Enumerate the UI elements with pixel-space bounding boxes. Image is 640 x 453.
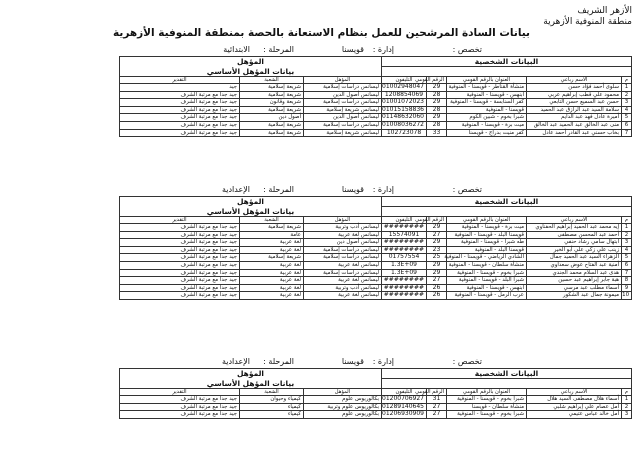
row-grade: جيد جدا مع مرتبة الشرف: [119, 262, 239, 270]
row-national-id: 29: [427, 99, 447, 107]
row-name: سلوى أحمد فؤاد حسن: [527, 84, 622, 92]
row-index: 9: [622, 284, 632, 292]
col-name: الاسم رباعي: [527, 388, 622, 396]
row-grade: جيد جدا مع مرتبة الشرف: [119, 129, 239, 137]
row-national-id: 29: [427, 84, 447, 92]
row-grade: جيد جدا مع مرتبة الشرف: [119, 224, 239, 232]
row-address: منشأة سلطان - قويسنا: [447, 403, 527, 411]
row-name: هدى عبد السلام محمد الجندي: [527, 269, 622, 277]
row-qualification: ليسانس شريعة إسلامية: [303, 106, 381, 114]
row-address: عرب الرمل - قويسنا - المنوفية: [447, 292, 527, 300]
stage-label: المرحلة :: [263, 357, 294, 366]
stage-value: الإعدادية: [221, 357, 250, 366]
row-index: 6: [622, 262, 632, 270]
col-address: العنوان بالرقم القومي: [447, 76, 527, 84]
specialty-label: تخصص :: [452, 45, 482, 54]
row-national-id: 28: [427, 122, 447, 130]
row-grade: جيد جدا مع مرتبة الشرف: [119, 91, 239, 99]
row-national-id: 33: [427, 129, 447, 137]
section-meta: [120, 44, 632, 56]
row-index: 2: [622, 231, 632, 239]
col-phone: التليفون: [381, 76, 426, 84]
row-specialty: لغة عربية: [239, 277, 303, 285]
row-phone: 01757554: [381, 254, 426, 262]
row-specialty: لغة عربية: [239, 269, 303, 277]
row-index: 4: [622, 106, 632, 114]
row-index: 7: [622, 129, 632, 137]
row-name: زينب علي زكي علي أبو الخير: [527, 246, 622, 254]
col-national-id: الرقم القومي: [427, 388, 447, 396]
row-specialty: شريعة إسلامية: [239, 91, 303, 99]
row-qualification: ليسانس أصول الدين: [303, 91, 381, 99]
row-grade: جيد جدا مع مرتبة الشرف: [119, 114, 239, 122]
col-phone: التليفون: [381, 216, 426, 224]
section-2: [120, 184, 632, 300]
table-row: [119, 231, 631, 239]
row-national-id: 29: [427, 239, 447, 247]
basic-qualification-header: بيانات المؤهل الأساسي: [119, 67, 381, 77]
row-phone: 01015158836: [381, 106, 426, 114]
table-row: [119, 396, 631, 404]
row-index: 5: [622, 114, 632, 122]
row-name: بخاب حسني عبد القادر أحمد عادل: [527, 129, 622, 137]
row-national-id: 26: [427, 292, 447, 300]
col-index: م: [622, 216, 632, 224]
row-address: شبرا بخوم - قويسنا - المنوفية: [447, 269, 527, 277]
row-qualification: ليسانس أصول الدين: [303, 114, 381, 122]
col-address: العنوان بالرقم القومي: [447, 216, 527, 224]
row-name: أمل عصام علي إبراهيم شلبي: [527, 403, 622, 411]
table-row: [119, 254, 631, 262]
col-specialty: الشعبة: [239, 76, 303, 84]
row-address: ميت برة - قويسنا - المنوفية: [447, 224, 527, 232]
table-row: [119, 411, 631, 419]
row-name: إيه محمد عبد الحميد إبراهيم الحفناوي: [527, 224, 622, 232]
row-national-id: 31: [427, 396, 447, 404]
row-phone: 01148632060: [381, 114, 426, 122]
row-grade: جيد جدا مع مرتبة الشرف: [119, 231, 239, 239]
row-name: أمل خالد عباس عتيمي: [527, 411, 622, 419]
row-index: 3: [622, 239, 632, 247]
table-row: [119, 84, 631, 92]
row-qualification: ليسانس لغة عربية: [303, 292, 381, 300]
personal-data-header: البيانات الشخصية: [381, 197, 631, 207]
row-national-id: 29: [427, 269, 447, 277]
col-specialty: الشعبة: [239, 216, 303, 224]
col-phone: التليفون: [381, 388, 426, 396]
row-qualification: ليسانس أدب وتربية: [303, 224, 381, 232]
row-specialty: شريعة إسلامية: [239, 224, 303, 232]
row-name: محمود علي قطب إبراهيم عربي: [527, 91, 622, 99]
row-specialty: شريعة إسلامية: [239, 122, 303, 130]
row-name: أسماء هلال مصطفى السيد هلال: [527, 396, 622, 404]
row-national-id: 23: [427, 246, 447, 254]
row-phone: ########: [381, 246, 426, 254]
row-specialty: لغة عربية: [239, 262, 303, 270]
row-phone: ########: [381, 292, 426, 300]
row-national-id: 29: [427, 114, 447, 122]
admin-label: إدارة :: [372, 185, 394, 194]
row-qualification: ليسانس لغة عربية: [303, 262, 381, 270]
admin-value: قويسنا: [341, 45, 364, 54]
table-row: [119, 106, 631, 114]
row-grade: جيد جدا مع مرتبة الشرف: [119, 403, 239, 411]
row-phone: 1208854069: [381, 91, 426, 99]
row-name: أحمد عبد المحسن مصطفى: [527, 231, 622, 239]
row-specialty: شريعة إسلامية: [239, 84, 303, 92]
candidates-table: [119, 56, 632, 137]
row-national-id: 28: [427, 91, 447, 99]
row-qualification: ليسانس دراسات إسلامية: [303, 269, 381, 277]
personal-data-header: البيانات الشخصية: [381, 369, 631, 379]
row-name: حسن عبد السميع حسن التابعي: [527, 99, 622, 107]
row-qualification: ليسانس لغة عربية: [303, 277, 381, 285]
admin-value: قويسنا: [341, 185, 364, 194]
table-row: [119, 239, 631, 247]
row-specialty: كيمياء: [239, 403, 303, 411]
row-phone: 15574091: [381, 231, 426, 239]
row-grade: جيد جدا مع مرتبة الشرف: [119, 106, 239, 114]
qualification-header: المؤهل: [119, 369, 381, 379]
qualification-header: المؤهل: [119, 197, 381, 207]
table-row: [119, 269, 631, 277]
row-name: الزهراء السيد عبد الحميد جمال: [527, 254, 622, 262]
row-specialty: شريعة إسلامية: [239, 106, 303, 114]
row-name: منى عبد الخالق عبد الحميد عبد الخالق: [527, 122, 622, 130]
row-specialty: لغة عربية: [239, 246, 303, 254]
row-qualification: ليسانس دراسات إسلامية: [303, 246, 381, 254]
row-address: الشادي الرياضي - قويسنا - المنوفية: [447, 254, 527, 262]
row-specialty: شريعة إسلامية: [239, 129, 303, 137]
row-national-id: 28: [427, 106, 447, 114]
row-phone: 01200706927: [381, 396, 426, 404]
col-grade: التقدير: [119, 388, 239, 396]
col-specialty: الشعبة: [239, 388, 303, 396]
row-specialty: عامة: [239, 231, 303, 239]
document-title: بيانات السادة المرشحين للعمل بنظام الاستعانة بالحصة بمنطقة المنوفية الأزهرية: [113, 27, 530, 39]
col-national-id: الرقم القومي: [427, 216, 447, 224]
row-index: 1: [622, 224, 632, 232]
row-phone: 1.3E+09: [381, 269, 426, 277]
row-index: 8: [622, 277, 632, 285]
row-address: طه شبرا - قويسنا - المنوفية: [447, 239, 527, 247]
admin-value: قويسنا: [341, 357, 364, 366]
row-national-id: 29: [427, 262, 447, 270]
row-phone: 01206930909: [381, 411, 426, 419]
table-row: [119, 91, 631, 99]
row-name: أمنية عبد الفتاح عوض سعداوي: [527, 262, 622, 270]
row-grade: جيد جدا مع مرتبة الشرف: [119, 99, 239, 107]
col-index: م: [622, 76, 632, 84]
specialty-label: تخصص :: [452, 357, 482, 366]
row-grade: جيد جدا مع مرتبة الشرف: [119, 269, 239, 277]
row-qualification: ليسانس لغة عربية: [303, 231, 381, 239]
row-phone: ########: [381, 277, 426, 285]
table-row: [119, 262, 631, 270]
row-index: 7: [622, 269, 632, 277]
row-address: منشأة القناطر - قويسنا - المنوفية: [447, 84, 527, 92]
row-qualification: ليسانس دراسات إسلامية: [303, 99, 381, 107]
header-line-2: منطقة المنوفية الأزهرية: [543, 17, 632, 27]
row-address: قويسنا البلد - المنوفية: [447, 246, 527, 254]
header-line-1: الأزهر الشريف: [577, 6, 632, 16]
row-name: ابتهال سامي رشاد حنفي: [527, 239, 622, 247]
table-row: [119, 114, 631, 122]
row-national-id: 26: [427, 284, 447, 292]
row-qualification: بكالوريوس علوم: [303, 396, 381, 404]
row-grade: جيد جدا مع مرتبة الشرف: [119, 277, 239, 285]
row-national-id: 25: [427, 254, 447, 262]
row-phone: ########: [381, 284, 426, 292]
row-phone: 102723078: [381, 129, 426, 137]
col-name: الاسم رباعي: [527, 216, 622, 224]
row-address: ابنهس - قويسنا - المنوفية: [447, 91, 527, 99]
row-grade: جيد: [119, 84, 239, 92]
row-specialty: لغة عربية: [239, 284, 303, 292]
row-national-id: 29: [427, 224, 447, 232]
section-meta: [120, 184, 632, 196]
section-1: [120, 44, 632, 137]
row-phone: 01002948047: [381, 84, 426, 92]
table-row: [119, 246, 631, 254]
stage-label: المرحلة :: [263, 45, 294, 54]
row-address: ميت برة - قويسنا - المنوفية: [447, 122, 527, 130]
row-national-id: 27: [427, 277, 447, 285]
row-grade: جيد جدا مع مرتبة الشرف: [119, 284, 239, 292]
row-specialty: لغة عربية: [239, 239, 303, 247]
col-grade: التقدير: [119, 76, 239, 84]
table-row: [119, 99, 631, 107]
row-qualification: ليسانس شريعة إسلامية: [303, 129, 381, 137]
row-name: هبة جابر إبراهيم عبد حسين: [527, 277, 622, 285]
col-address: العنوان بالرقم القومي: [447, 388, 527, 396]
row-qualification: بكالوريوس علوم: [303, 411, 381, 419]
admin-label: إدارة :: [372, 357, 394, 366]
personal-data-header: البيانات الشخصية: [381, 57, 631, 67]
candidates-table: [119, 196, 632, 300]
row-qualification: ليسانس أصول دين: [303, 239, 381, 247]
row-specialty: شريعة إسلامية: [239, 254, 303, 262]
specialty-label: تخصص :: [452, 185, 482, 194]
row-qualification: ليسانس دراسات إسلامية: [303, 84, 381, 92]
candidates-table: [119, 368, 632, 419]
row-phone: 01008036272: [381, 122, 426, 130]
row-name: سلامة السيد عبد الرازق عبد الحميد: [527, 106, 622, 114]
row-address: كفر السنابسة - قويسنا - المنوفية: [447, 99, 527, 107]
col-qualification: المؤهل: [303, 388, 381, 396]
row-national-id: 27: [427, 403, 447, 411]
basic-qualification-header: بيانات المؤهل الأساسي: [119, 379, 381, 389]
stage-value: الإعدادية: [221, 185, 250, 194]
row-qualification: ليسانس أدب وتربية: [303, 284, 381, 292]
section-meta: [120, 356, 632, 368]
row-grade: جيد جدا مع مرتبة الشرف: [119, 254, 239, 262]
basic-qualification-header: بيانات المؤهل الأساسي: [119, 207, 381, 217]
col-qualification: المؤهل: [303, 216, 381, 224]
row-address: شبرا بخوم - قويسنا - المنوفية: [447, 411, 527, 419]
row-name: أسماء مطلب عبد مرسي: [527, 284, 622, 292]
row-grade: جيد جدا مع مرتبة الشرف: [119, 246, 239, 254]
qualification-header: المؤهل: [119, 57, 381, 67]
row-address: كفر منيت بدراج - قويسنا: [447, 129, 527, 137]
row-address: شبرا بخوم - قويسنا - المنوفية: [447, 396, 527, 404]
row-phone: 01289140645: [381, 403, 426, 411]
row-qualification: ليسانس دراسات إسلامية: [303, 122, 381, 130]
table-row: [119, 403, 631, 411]
row-name: ميمونة جمال عبد الشكور: [527, 292, 622, 300]
row-national-id: 27: [427, 231, 447, 239]
row-grade: جيد جدا مع مرتبة الشرف: [119, 396, 239, 404]
admin-label: إدارة :: [372, 45, 394, 54]
row-index: 6: [622, 122, 632, 130]
table-row: [119, 284, 631, 292]
row-specialty: أصول دين: [239, 114, 303, 122]
row-index: 1: [622, 396, 632, 404]
table-row: [119, 292, 631, 300]
row-address: شبرا البلد - قويسنا - المنوفية: [447, 277, 527, 285]
row-address: شبرا بخوم - شبين الكوم: [447, 114, 527, 122]
row-phone: ########: [381, 239, 426, 247]
row-index: 3: [622, 99, 632, 107]
row-address: منشأة سلطان - قويسنا - المنوفية: [447, 262, 527, 270]
col-national-id: الرقم القومي: [427, 76, 447, 84]
row-index: 2: [622, 91, 632, 99]
row-grade: جيد جدا مع مرتبة الشرف: [119, 411, 239, 419]
table-row: [119, 224, 631, 232]
row-index: 3: [622, 411, 632, 419]
row-address: قويسنا - المنوفية: [447, 106, 527, 114]
row-specialty: شريعة وقانون: [239, 99, 303, 107]
row-national-id: 27: [427, 411, 447, 419]
stage-label: المرحلة :: [263, 185, 294, 194]
row-specialty: كيمياء وحيوان: [239, 396, 303, 404]
row-index: 10: [622, 292, 632, 300]
row-index: 1: [622, 84, 632, 92]
row-index: 2: [622, 403, 632, 411]
row-specialty: كيمياء: [239, 411, 303, 419]
col-grade: التقدير: [119, 216, 239, 224]
row-address: قويسنا البلد - قويسنا - المنوفية: [447, 231, 527, 239]
row-name: أميرة عادل فهد عبد الدايم: [527, 114, 622, 122]
stage-value: الابتدائية: [223, 45, 250, 54]
row-grade: جيد جدا مع مرتبة الشرف: [119, 292, 239, 300]
table-row: [119, 277, 631, 285]
row-specialty: لغة عربية: [239, 292, 303, 300]
col-index: م: [622, 388, 632, 396]
section-3: [120, 356, 632, 419]
row-phone: ########: [381, 224, 426, 232]
col-qualification: المؤهل: [303, 76, 381, 84]
table-row: [119, 129, 631, 137]
row-qualification: ليسانس دراسات إسلامية: [303, 254, 381, 262]
table-row: [119, 122, 631, 130]
row-phone: 01001072023: [381, 99, 426, 107]
row-index: 4: [622, 246, 632, 254]
row-qualification: بكالوريوس علوم وتربية: [303, 403, 381, 411]
row-address: ابنهس - قويسنا - المنوفية: [447, 284, 527, 292]
row-grade: جيد جدا مع مرتبة الشرف: [119, 122, 239, 130]
col-name: الاسم رباعي: [527, 76, 622, 84]
row-grade: جيد جدا مع مرتبة الشرف: [119, 239, 239, 247]
row-index: 5: [622, 254, 632, 262]
row-phone: 1.3E+09: [381, 262, 426, 270]
